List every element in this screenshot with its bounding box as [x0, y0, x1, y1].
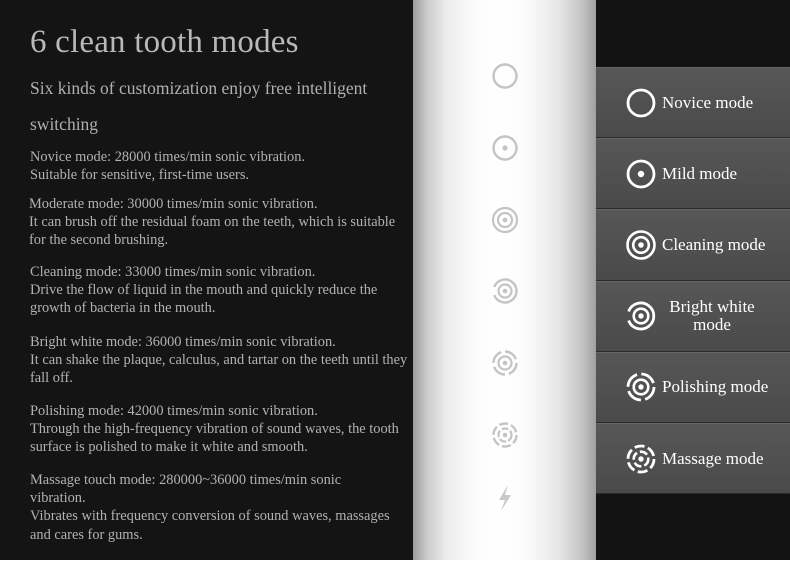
desc-cleaning — [30, 263, 410, 318]
desc-heading: Moderate mode: 30000 times/min sonic vibration. — [29, 196, 318, 212]
desc-body: It can shake the plaque, calculus, and tartar on the teeth until they fall off. — [30, 352, 408, 387]
menu-item-label: Polishing mode — [662, 377, 769, 397]
desc-massage — [30, 471, 390, 544]
menu-item-label: Massage mode — [662, 448, 764, 468]
bright-white-open-ring-icon — [625, 300, 657, 332]
menu-item-cleaning[interactable] — [596, 209, 790, 280]
massage-segment-ring-icon — [625, 443, 657, 475]
menu-item-label: Cleaning mode — [662, 234, 766, 254]
bottom-border — [0, 560, 790, 570]
novice-ring-icon — [625, 87, 657, 119]
desc-heading: Cleaning mode: 33000 times/min sonic vibration. — [30, 264, 316, 280]
menu-item-label: Mild mode — [662, 163, 738, 183]
bright-white-open-ring-icon — [490, 276, 520, 306]
cleaning-double-ring-icon — [490, 205, 520, 235]
desc-novice — [30, 148, 410, 184]
menu-item-bright-white[interactable] — [596, 281, 790, 352]
mode-menu-panel — [596, 0, 790, 570]
desc-body: It can brush off the residual foam on the teeth, which is suitable for the second brushing. — [29, 214, 396, 249]
novice-ring-icon — [490, 61, 520, 91]
cleaning-double-ring-icon — [625, 229, 657, 261]
desc-heading: Polishing mode: 42000 times/min sonic vibration. — [30, 403, 318, 419]
toothbrush-handle — [413, 0, 596, 570]
desc-body: Drive the flow of liquid in the mouth and quickly reduce the growth of bacteria in the mouth. — [30, 282, 378, 317]
mode-menu — [596, 67, 790, 494]
desc-moderate — [29, 195, 409, 250]
desc-body: Through the high-frequency vibration of sound waves, the tooth surface is polished to make it white and smooth. — [30, 421, 399, 456]
menu-item-mild[interactable] — [596, 138, 790, 209]
page-subtitle: Six kinds of customization enjoy free intelligent switching — [30, 78, 368, 134]
desc-body: Vibrates with frequency conversion of sound waves, massages and cares for gums. — [30, 508, 390, 543]
desc-polishing — [30, 402, 412, 457]
menu-item-massage[interactable] — [596, 423, 790, 494]
massage-segment-ring-icon — [490, 420, 520, 450]
desc-heading: Bright white mode: 36000 times/min sonic vibration. — [30, 334, 336, 350]
menu-item-polishing[interactable] — [596, 352, 790, 423]
menu-item-label: Bright white mode — [669, 297, 755, 335]
desc-bright-white — [30, 333, 410, 388]
page-title: 6 clean tooth modes — [30, 24, 299, 60]
menu-item-label: Novice mode — [662, 92, 754, 112]
desc-heading: Novice mode: 28000 times/min sonic vibration. — [30, 149, 305, 165]
polishing-segment-ring-icon — [490, 348, 520, 378]
desc-heading: Massage touch mode: 280000~36000 times/min sonic vibration. — [30, 472, 342, 507]
desc-body: Suitable for sensitive, first-time users. — [30, 167, 250, 184]
mild-dot-ring-icon — [625, 158, 657, 190]
lightning-bolt-icon — [490, 483, 520, 513]
mild-dot-ring-icon — [490, 133, 520, 163]
menu-item-novice[interactable] — [596, 67, 790, 138]
polishing-segment-ring-icon — [625, 371, 657, 403]
